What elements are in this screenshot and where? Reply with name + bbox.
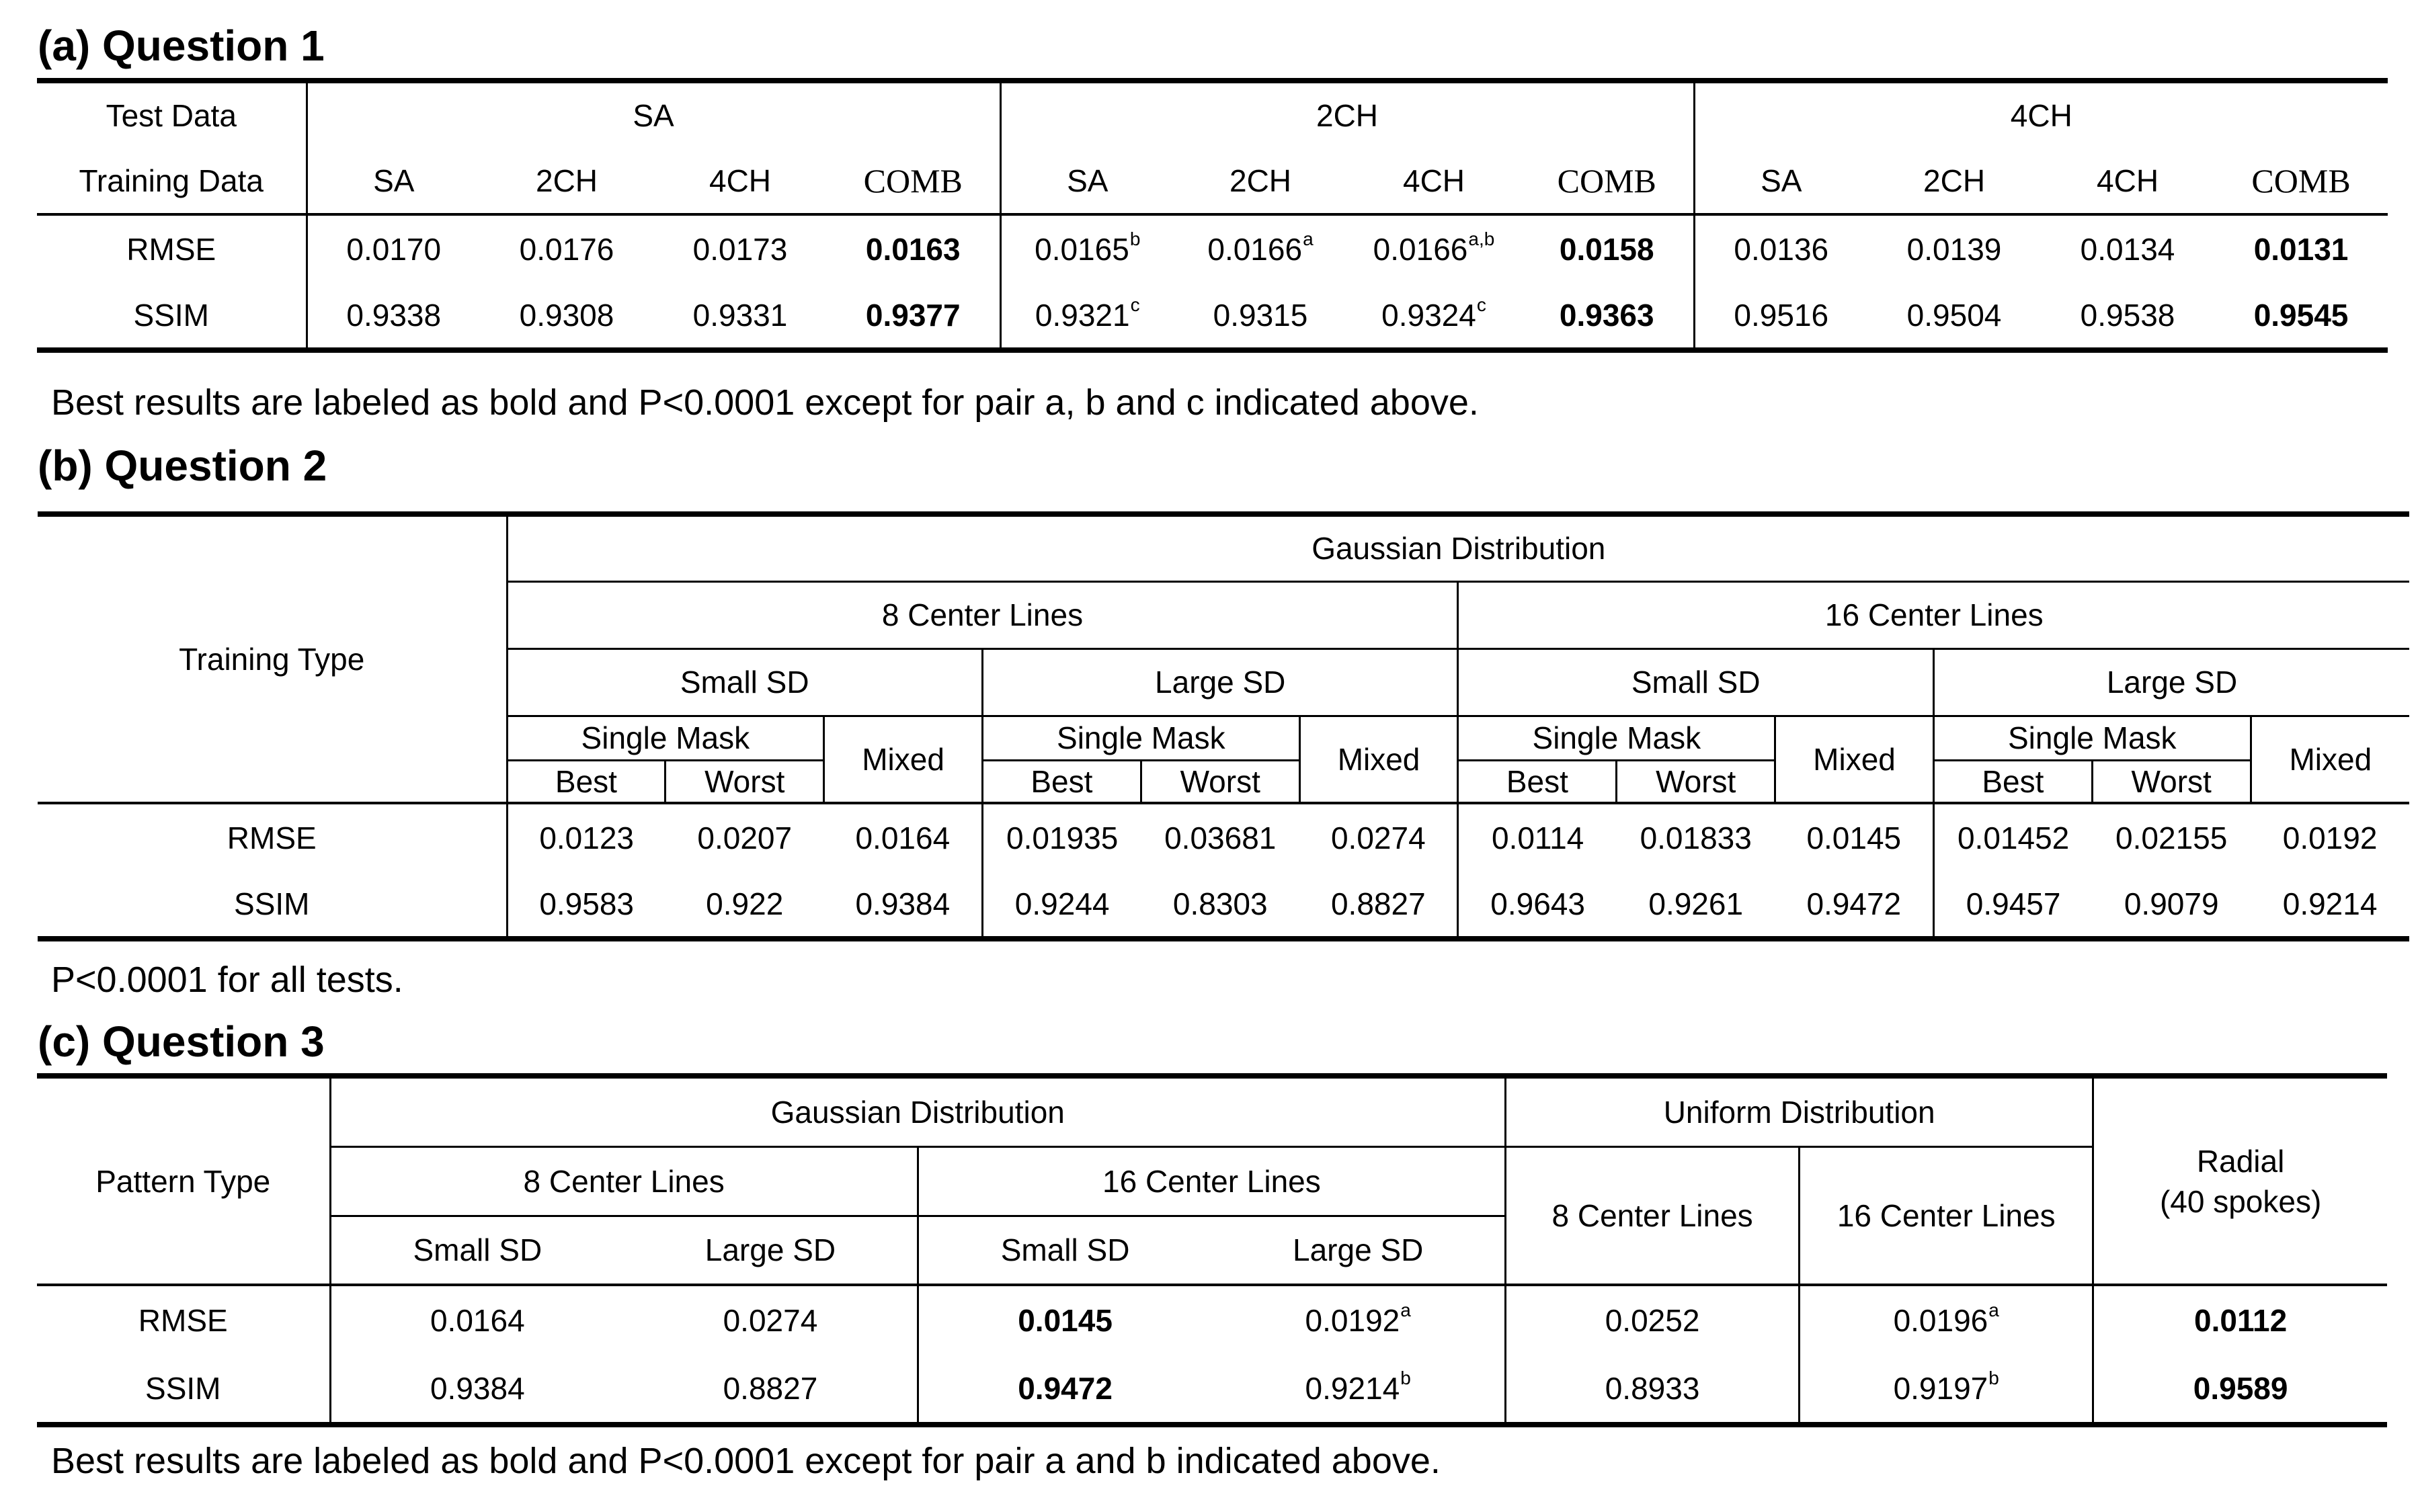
data-cell xyxy=(1000,282,1174,350)
cell-value: 0.9321 xyxy=(1035,297,1130,333)
data-cell xyxy=(827,282,1000,350)
table-question-2 xyxy=(38,511,2409,941)
sd-header: Large SD xyxy=(624,1216,918,1285)
cell-value: 0.0166 xyxy=(1373,231,1468,267)
data-cell: 0.0114 xyxy=(1458,803,1617,871)
sd-header: Small SD xyxy=(507,648,982,716)
radial-spokes-label: (40 spokes) xyxy=(2159,1183,2322,1219)
cell-value: 0.9516 xyxy=(1734,297,1829,333)
cell-value: 0.0164 xyxy=(430,1303,525,1338)
cell-value: 0.9538 xyxy=(2080,297,2175,333)
row-header-training-type: Training Type xyxy=(179,642,365,677)
data-cell: 0.01935 xyxy=(982,803,1141,871)
row-label: SSIM xyxy=(145,1371,221,1406)
data-cell xyxy=(1867,282,2041,350)
gauss-center-lines-header: 16 Center Lines xyxy=(918,1146,1505,1216)
significance-marker: c xyxy=(1130,294,1140,315)
data-cell: 0.9384 xyxy=(855,886,951,921)
significance-marker: b xyxy=(1129,228,1141,249)
significance-marker: a,b xyxy=(1468,228,1495,249)
gauss-center-lines-header: 8 Center Lines xyxy=(330,1146,918,1216)
data-cell xyxy=(918,1285,1211,1355)
cell-value: 0.8933 xyxy=(1605,1371,1700,1406)
cell-value: 0.9545 xyxy=(2253,297,2349,333)
cell-value: 0.9377 xyxy=(865,297,961,333)
sd-header: Large SD xyxy=(982,648,1457,716)
data-cell xyxy=(1211,1285,1505,1355)
cell-value: 0.8827 xyxy=(723,1371,818,1406)
best-header: Best xyxy=(1933,760,2092,803)
data-cell xyxy=(2214,282,2388,350)
uniform-center-lines-header: 8 Center Lines xyxy=(1506,1146,1800,1285)
training-col-header: 2CH xyxy=(1923,163,1986,198)
data-cell xyxy=(480,282,653,350)
table-row xyxy=(38,871,2409,939)
data-cell xyxy=(1506,1355,1800,1425)
table-row xyxy=(38,803,2409,871)
data-cell: 0.8827 xyxy=(1330,886,1426,921)
significance-marker: a xyxy=(1303,228,1314,249)
data-cell: 0.0207 xyxy=(697,820,793,855)
center-lines-header: 8 Center Lines xyxy=(507,581,1458,648)
cell-value: 0.0163 xyxy=(865,231,961,267)
significance-marker: c xyxy=(1476,294,1486,315)
data-cell: 0.01833 xyxy=(1640,820,1752,855)
worst-header: Worst xyxy=(1617,760,1775,803)
training-col-header: SA xyxy=(1694,148,1867,214)
data-cell xyxy=(2214,214,2388,282)
training-col-header: COMB xyxy=(1557,161,1656,200)
data-cell: 0.8303 xyxy=(1172,886,1268,921)
data-cell xyxy=(2041,282,2214,350)
cell-value: 0.0274 xyxy=(723,1303,818,1338)
data-cell: 0.9214 xyxy=(2282,886,2378,921)
test-group-header: 2CH xyxy=(1000,81,1694,148)
data-cell xyxy=(624,1285,918,1355)
data-cell: 0.9472 xyxy=(1806,886,1902,921)
training-col-header: 2CH xyxy=(1229,163,1292,198)
data-cell xyxy=(1800,1285,2093,1355)
data-cell xyxy=(330,1355,624,1425)
cell-value: 0.0112 xyxy=(2194,1303,2288,1338)
data-cell: 0.0145 xyxy=(1806,820,1902,855)
panel-a-footnote: Best results are labeled as bold and P<0.0001 except for pair a, b and c indicated above. xyxy=(51,382,1479,423)
data-cell xyxy=(1694,214,1867,282)
data-cell: 0.9643 xyxy=(1458,871,1617,939)
cell-value: 0.9504 xyxy=(1906,297,2002,333)
single-mask-header: Single Mask xyxy=(982,716,1299,760)
cell-value: 0.0170 xyxy=(346,231,442,267)
data-cell: 0.03681 xyxy=(1164,820,1277,855)
data-cell: 0.0274 xyxy=(1330,820,1426,855)
data-cell xyxy=(307,214,480,282)
data-cell xyxy=(918,1355,1211,1425)
row-header-test-data: Test Data xyxy=(106,98,237,133)
data-cell xyxy=(307,282,480,350)
training-col-header: SA xyxy=(307,148,480,214)
sd-header: Small SD xyxy=(330,1216,624,1285)
cell-value: 0.9384 xyxy=(430,1371,525,1406)
panel-c-title: (c) Question 3 xyxy=(38,1017,325,1066)
cell-value: 0.0176 xyxy=(519,231,614,267)
cell-value: 0.0192 xyxy=(1305,1303,1400,1338)
data-cell xyxy=(1347,282,1521,350)
data-cell xyxy=(1867,214,2041,282)
table-row xyxy=(37,1285,2387,1355)
cell-value: 0.9324 xyxy=(1381,297,1476,333)
data-cell xyxy=(653,214,827,282)
panel-a-title: (a) Question 1 xyxy=(38,22,325,70)
training-col-header: 2CH xyxy=(535,163,598,198)
test-group-header: 4CH xyxy=(1694,81,2388,148)
panel-b-title: (b) Question 2 xyxy=(38,442,327,490)
cell-value: 0.0252 xyxy=(1605,1303,1700,1338)
data-cell: 0.0164 xyxy=(855,820,951,855)
row-header-training-data: Training Data xyxy=(79,163,264,198)
single-mask-header: Single Mask xyxy=(507,716,824,760)
data-cell xyxy=(624,1355,918,1425)
training-col-header: 4CH xyxy=(1402,163,1465,198)
table-row xyxy=(37,1355,2387,1425)
data-cell xyxy=(2093,1355,2387,1425)
significance-marker: b xyxy=(1988,1368,1999,1388)
data-cell: 0.01452 xyxy=(1933,803,2092,871)
data-cell xyxy=(1694,282,1867,350)
panel-b-footnote: P<0.0001 for all tests. xyxy=(51,960,403,1000)
cell-value: 0.9589 xyxy=(2193,1371,2288,1406)
data-cell xyxy=(2093,1285,2387,1355)
table-row xyxy=(37,282,2388,350)
distribution-header: Gaussian Distribution xyxy=(507,514,2409,581)
data-cell xyxy=(1000,214,1174,282)
cell-value: 0.0134 xyxy=(2080,231,2175,267)
data-cell xyxy=(2041,214,2214,282)
data-cell xyxy=(1347,214,1521,282)
table-question-1 xyxy=(37,78,2388,353)
row-label: RMSE xyxy=(227,820,317,855)
mixed-header: Mixed xyxy=(1299,716,1458,803)
cell-value: 0.0165 xyxy=(1035,231,1129,267)
data-cell: 0.9079 xyxy=(2124,886,2219,921)
significance-marker: a xyxy=(1400,1300,1411,1320)
row-label: RMSE xyxy=(126,231,216,267)
uniform-header: Uniform Distribution xyxy=(1506,1076,2093,1146)
table-question-3 xyxy=(37,1073,2387,1427)
cell-value: 0.9315 xyxy=(1213,297,1308,333)
worst-header: Worst xyxy=(666,760,824,803)
data-cell xyxy=(1174,214,1347,282)
cell-value: 0.9363 xyxy=(1559,297,1654,333)
cell-value: 0.0158 xyxy=(1559,231,1654,267)
cell-value: 0.0145 xyxy=(1018,1303,1113,1338)
gaussian-header: Gaussian Distribution xyxy=(330,1076,1506,1146)
training-col-header: 4CH xyxy=(709,163,772,198)
sd-header: Small SD xyxy=(918,1216,1211,1285)
single-mask-header: Single Mask xyxy=(1458,716,1775,760)
row-label: SSIM xyxy=(234,886,310,921)
data-cell xyxy=(1800,1355,2093,1425)
mixed-header: Mixed xyxy=(1775,716,1934,803)
cell-value: 0.9331 xyxy=(692,297,788,333)
center-lines-header: 16 Center Lines xyxy=(1458,581,2409,648)
cell-value: 0.0173 xyxy=(692,231,788,267)
sd-header: Large SD xyxy=(1211,1216,1505,1285)
training-col-header: SA xyxy=(1000,148,1174,214)
data-cell xyxy=(827,214,1000,282)
cell-value: 0.0131 xyxy=(2253,231,2349,267)
data-cell xyxy=(1521,282,1694,350)
worst-header: Worst xyxy=(2092,760,2251,803)
data-cell xyxy=(1521,214,1694,282)
row-header-pattern-type: Pattern Type xyxy=(95,1163,271,1199)
mixed-header: Mixed xyxy=(2251,716,2409,803)
worst-header: Worst xyxy=(1141,760,1299,803)
data-cell: 0.0192 xyxy=(2282,820,2378,855)
data-cell: 0.0123 xyxy=(507,803,666,871)
test-group-header: SA xyxy=(307,81,1000,148)
training-col-header: COMB xyxy=(2251,161,2351,200)
cell-value: 0.0196 xyxy=(1893,1303,1988,1338)
panel-c-footnote: Best results are labeled as bold and P<0.0001 except for pair a and b indicated above. xyxy=(51,1441,1441,1481)
mixed-header: Mixed xyxy=(824,716,983,803)
best-header: Best xyxy=(1458,760,1617,803)
data-cell xyxy=(653,282,827,350)
data-cell: 0.9244 xyxy=(982,871,1141,939)
sd-header: Small SD xyxy=(1458,648,1933,716)
data-cell xyxy=(1506,1285,1800,1355)
radial-label: Radial xyxy=(2196,1143,2285,1179)
cell-value: 0.0166 xyxy=(1207,231,1303,267)
data-cell: 0.922 xyxy=(706,886,784,921)
cell-value: 0.0139 xyxy=(1906,231,2002,267)
best-header: Best xyxy=(507,760,666,803)
training-col-header: COMB xyxy=(863,161,963,200)
cell-value: 0.9214 xyxy=(1305,1371,1400,1406)
cell-value: 0.0136 xyxy=(1734,231,1829,267)
radial-header xyxy=(2093,1076,2387,1285)
training-col-header: 4CH xyxy=(2097,163,2159,198)
best-header: Best xyxy=(982,760,1141,803)
data-cell: 0.9457 xyxy=(1933,871,2092,939)
data-cell: 0.9583 xyxy=(507,871,666,939)
data-cell xyxy=(480,214,653,282)
data-cell: 0.02155 xyxy=(2115,820,2228,855)
significance-marker: a xyxy=(1988,1300,1999,1320)
cell-value: 0.9338 xyxy=(346,297,442,333)
row-label: RMSE xyxy=(138,1303,228,1338)
data-cell xyxy=(1174,282,1347,350)
data-cell xyxy=(330,1285,624,1355)
significance-marker: b xyxy=(1400,1368,1411,1388)
row-label: SSIM xyxy=(133,297,209,333)
sd-header: Large SD xyxy=(1933,648,2409,716)
data-cell: 0.9261 xyxy=(1648,886,1744,921)
single-mask-header: Single Mask xyxy=(1933,716,2251,760)
data-cell xyxy=(1211,1355,1505,1425)
cell-value: 0.9197 xyxy=(1893,1371,1988,1406)
table-row xyxy=(37,214,2388,282)
cell-value: 0.9308 xyxy=(519,297,614,333)
uniform-center-lines-header: 16 Center Lines xyxy=(1800,1146,2093,1285)
cell-value: 0.9472 xyxy=(1018,1371,1113,1406)
